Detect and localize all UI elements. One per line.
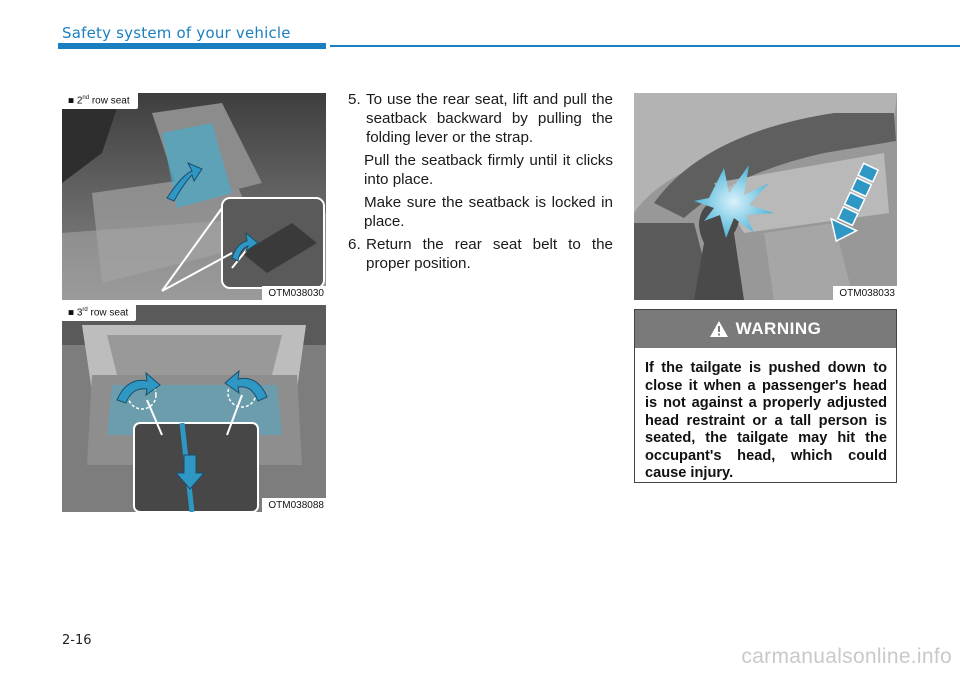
step-6	[348, 235, 613, 273]
figure-3rd-row-seat	[62, 305, 326, 512]
header-bar-thin	[330, 45, 960, 47]
tag-suffix: rd	[82, 307, 88, 313]
tag-rest: row seat	[87, 307, 129, 319]
warning-triangle-icon	[710, 321, 728, 337]
step-paragraph: Pull the seatback firmly until it clicks into place.	[364, 152, 613, 188]
figure-tailgate-head-impact	[634, 93, 897, 300]
figure-code: OTM038033	[833, 286, 897, 300]
figure-2nd-row-seat	[62, 93, 326, 300]
step-number: 5.	[348, 91, 361, 108]
step-text: To use the rear seat, lift and pull the seatback backward by pulling the folding lever or the strap.	[366, 91, 613, 146]
step-text: Return the rear seat belt to the proper position.	[366, 236, 613, 272]
tag-suffix: nd	[82, 95, 90, 101]
second-row-seat-illustration	[62, 93, 326, 300]
tag-ordinal: 2	[76, 95, 83, 107]
third-row-seat-illustration	[62, 305, 326, 512]
figure-code: OTM038088	[262, 498, 326, 512]
step-paragraph: Make sure the seatback is locked in place.	[364, 194, 613, 230]
warning-title: WARNING	[735, 319, 822, 338]
warning-text: If the tailgate is pushed down to close it when a passenger's head is not against a properly adjusted head restraint or a tall person is seated, the tailgate may hit the occupant's head, which could cause injury.	[645, 360, 887, 481]
figure-tag-2nd-row: ■ 2nd row seat	[62, 93, 138, 109]
header-bar-thick	[58, 43, 326, 49]
figure-tag-3rd-row: ■ 3rd row seat	[62, 305, 136, 321]
watermark: carmanualsonline.info	[741, 645, 952, 668]
step-5	[348, 90, 613, 147]
page-number: 2-16	[62, 633, 92, 648]
warning-header	[635, 310, 896, 348]
tailgate-impact-illustration	[634, 93, 897, 300]
instructions	[348, 90, 613, 273]
tag-rest: row seat	[89, 95, 130, 107]
step-number: 6.	[348, 236, 361, 253]
tag-ordinal: 3	[76, 307, 83, 319]
figure-code: OTM038030	[262, 286, 326, 300]
section-header-title: Safety system of your vehicle	[62, 24, 291, 42]
warning-box	[634, 309, 897, 483]
